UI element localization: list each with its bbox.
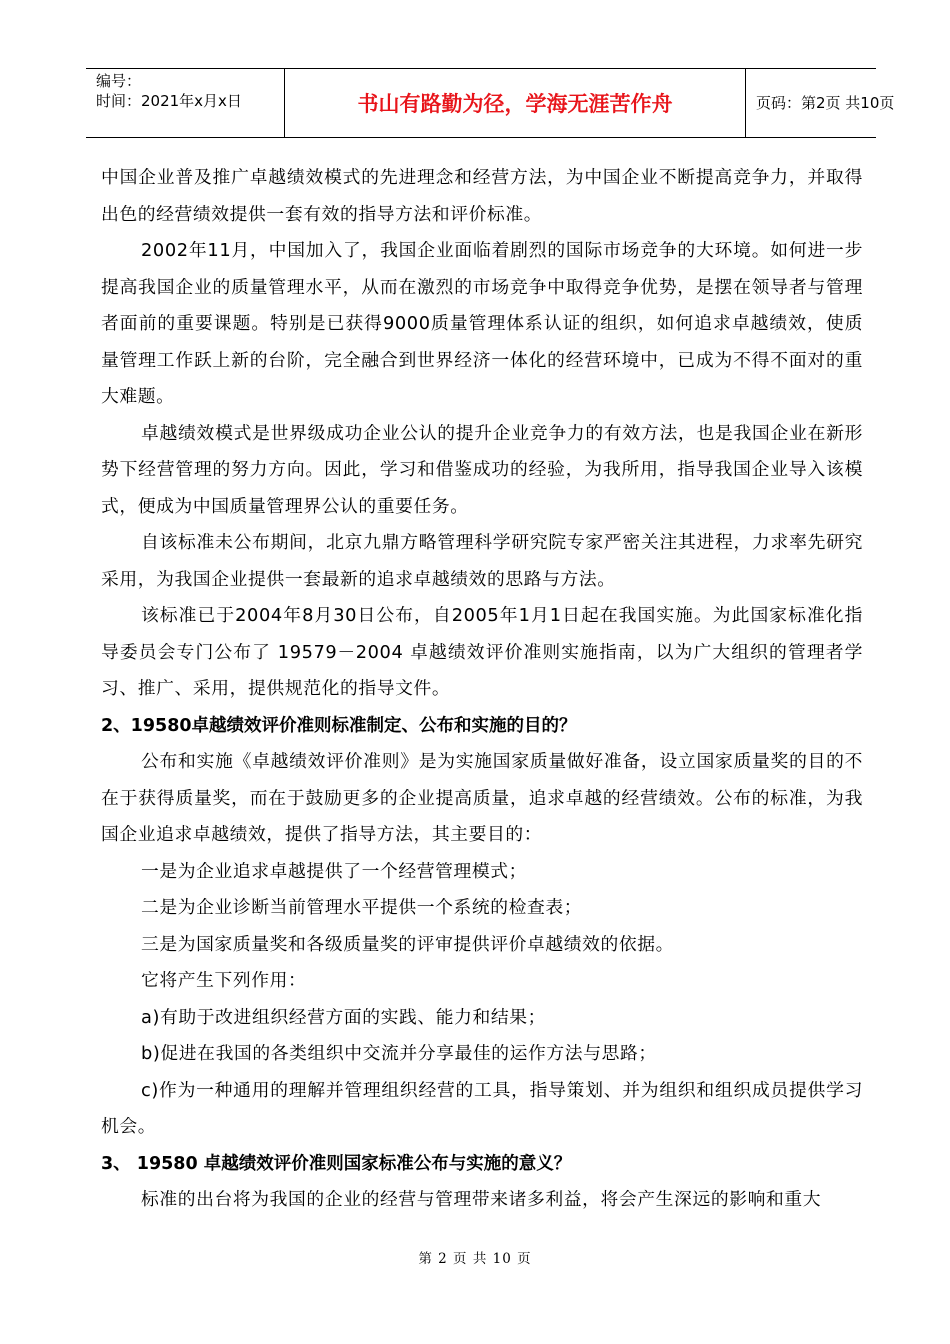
document-body (101, 160, 863, 1219)
list-item: c)作为一种通用的理解并管理组织经营的工具，指导策划、并为组织和组织成员提供学习机会。 (101, 1079, 863, 1137)
page-label: 页码：第2页 共10页 (756, 94, 895, 112)
paragraph: 卓越绩效模式是世界级成功企业公认的提升企业竞争力的有效方法，也是我国企业在新形势下经营管理的努力方向。因此，学习和借鉴成功的经验，为我所用，指导我国企业导入该模式，便成为中国质量管理界公认的重要任务。 (101, 422, 863, 517)
section-heading: 2、19580卓越绩效评价准则标准制定、公布和实施的目的？ (101, 715, 577, 736)
motto-text: 书山有路勤为径，学海无涯苦作舟 (357, 92, 673, 116)
header-motto-cell (284, 69, 746, 137)
paragraph: 该标准已于2004年8月30日公布，自2005年1月1日起在我国实施。为此国家标准化指导委员会专门公布了 19579－2004 卓越绩效评价准则实施指南，以为广大组织的管理者学习、推广、采用，提供规范化的指导文件。 (101, 605, 863, 699)
code-label: 编号： (96, 72, 142, 90)
paragraph: 标准的出台将为我国的企业的经营与管理带来诸多利益，将会产生深远的影响和重大 (141, 1189, 822, 1210)
list-item: a)有助于改进组织经营方面的实践、能力和结果； (141, 1006, 547, 1028)
header-meta-cell (86, 69, 284, 137)
paragraph: 中国企业普及推广卓越绩效模式的先进理念和经营方法，为中国企业不断提高竞争力，并取得出色的经营绩效提供一套有效的指导方法和评价标准。 (101, 167, 863, 225)
time-label: 时间：2021年x月x日 (96, 92, 242, 110)
section-heading: 3、 19580 卓越绩效评价准则国家标准公布与实施的意义？ (101, 1153, 572, 1174)
list-item: b)促进在我国的各类组织中交流并分享最佳的运作方法与思路； (141, 1043, 657, 1064)
header-page-cell (746, 69, 895, 137)
page-footer: 第 2 页 共 10 页 (418, 1251, 532, 1267)
paragraph: 2002年11月，中国加入了，我国企业面临着剧烈的国际市场竞争的大环境。如何进一步提高我国企业的质量管理水平，从而在激烈的市场竞争中取得竞争优势，是摆在领导者与管理者面前的重要课题。特别是已获得9000质量管理体系认证的组织，如何追求卓越绩效，使质量管理工作跃上新的台阶，完全融合到世界经济一体化的经营环境中，已成为不得不面对的重大难题。 (101, 240, 863, 407)
header-table (86, 68, 895, 138)
paragraph: 公布和实施《卓越绩效评价准则》是为实施国家质量做好准备，设立国家质量奖的目的不在于获得质量奖，而在于鼓励更多的企业提高质量，追求卓越的经营绩效。公布的标准，为我国企业追求卓越绩效，提供了指导方法，其主要目的： (101, 751, 863, 845)
list-item: 一是为企业追求卓越提供了一个经营管理模式； (141, 860, 528, 882)
paragraph: 它将产生下列作用： (141, 970, 307, 991)
list-item: 二是为企业诊断当前管理水平提供一个系统的检查表； (141, 897, 583, 918)
list-item: 三是为国家质量奖和各级质量奖的评审提供评价卓越绩效的依据。 (141, 933, 675, 955)
paragraph: 自该标准未公布期间，北京九鼎方略管理科学研究院专家严密关注其进程，力求率先研究采用，为我国企业提供一套最新的追求卓越绩效的思路与方法。 (101, 532, 863, 590)
